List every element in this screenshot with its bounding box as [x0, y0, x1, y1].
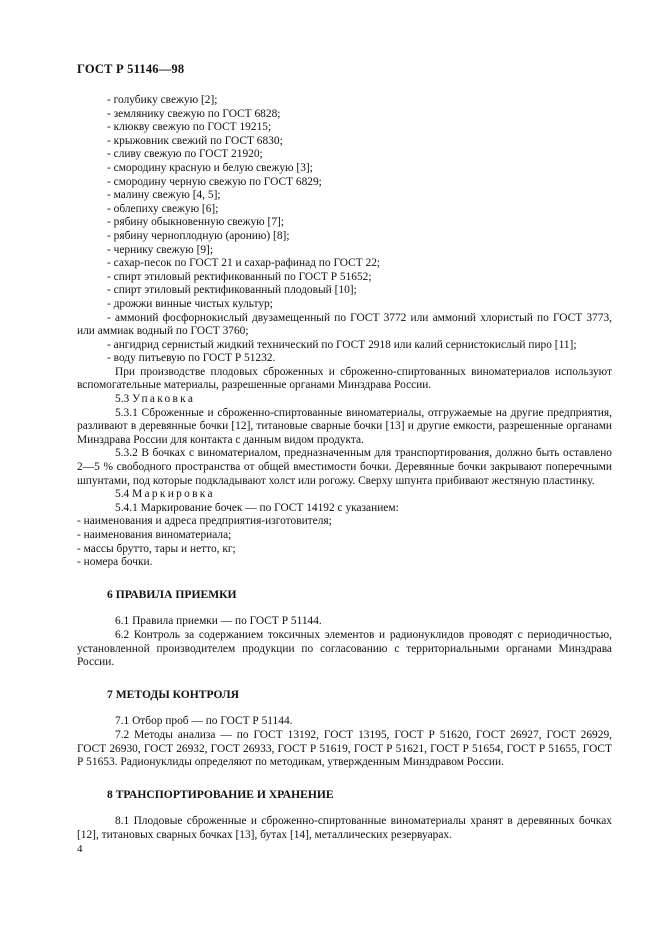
section-title: Упаковка	[132, 393, 196, 406]
list-item: - облепиху свежую [6];	[107, 202, 219, 215]
list-item: - ангидрид сернистый жидкий технический по ГОСТ 2918 или калий сернистокислый пиро [11];	[107, 338, 577, 351]
section-5-4-heading	[77, 488, 612, 502]
list-item: - смородину черную свежую по ГОСТ 6829;	[107, 175, 322, 188]
paragraph-8-1: 8.1 Плодовые сброженные и сброженно-спиртованные виноматериалы хранят в деревянных бочках [12], титановых сварных бочках [13], бутах [14], металлических резервуарах.	[77, 815, 612, 841]
list-item: - клюкву свежую по ГОСТ 19215;	[107, 121, 272, 134]
section-number: 5.3	[115, 393, 130, 406]
list-item: - сливу свежую по ГОСТ 21920;	[107, 148, 263, 161]
section-8-heading: 8 ТРАНСПОРТИРОВАНИЕ И ХРАНЕНИЕ	[107, 787, 334, 801]
list-item: - смородину красную и белую свежую [3];	[107, 161, 313, 174]
section-number: 5.4	[115, 488, 130, 501]
paragraph-7-2: 7.2 Методы анализа — по ГОСТ 13192, ГОСТ 13195, ГОСТ Р 51620, ГОСТ 26927, ГОСТ 26929, ГОСТ 26930, ГОСТ 26932, ГОСТ 26933, ГОСТ Р 51619, ГОСТ Р 51621, ГОСТ Р 51654, ГОСТ Р 51655, ГОСТ Р 51653. Радионуклиды определяют по методикам, утвержденным Минздравом России.	[77, 728, 612, 769]
section-7-heading: 7 МЕТОДЫ КОНТРОЛЯ	[107, 687, 240, 701]
list-item: - спирт этиловый ректификованный по ГОСТ Р 51652;	[107, 270, 372, 283]
list-item: - сахар-песок по ГОСТ 21 и сахар-рафинад по ГОСТ 22;	[107, 257, 381, 270]
paragraph-6-1: 6.1 Правила приемки — по ГОСТ Р 51144.	[115, 615, 322, 628]
list-item: - наименования виноматериала;	[77, 529, 232, 541]
paragraph-5-4-1: 5.4.1 Маркирование бочек — по ГОСТ 14192 с указанием:	[115, 501, 399, 514]
list-item: - воду питьевую по ГОСТ Р 51232.	[107, 352, 276, 365]
list-item: - голубику свежую [2];	[107, 94, 218, 106]
list-item: - дрожжи винные чистых культур;	[107, 297, 273, 310]
list-item: - малину свежую [4, 5];	[107, 189, 221, 202]
list-item: - землянику свежую по ГОСТ 6828;	[107, 107, 281, 120]
list-item: - аммоний фосфорнокислый двузамещенный по ГОСТ 3772 или аммоний хлористый по ГОСТ 3773, или аммиак водный по ГОСТ 3760;	[77, 311, 612, 338]
paragraph-5-3-1: 5.3.1 Сброженные и сброженно-спиртованные виноматериалы, отгружаемые на другие предприятия, разливают в деревянные бочки [12], титановые сварные бочки [13] и другие емкости, разрешенные органами Минздрава России для контакта с данным видом продукта.	[77, 406, 612, 446]
list-item: - крыжовник свежий по ГОСТ 6830;	[107, 134, 283, 147]
page-number: 4	[77, 843, 83, 855]
section-title: Маркировка	[132, 488, 215, 501]
list-item: - рябину обыкновенную свежую [7];	[107, 216, 284, 229]
list-item: - чернику свежую [9];	[107, 243, 214, 256]
list-item: - массы брутто, тары и нетто, кг;	[77, 542, 236, 555]
document-body	[77, 94, 612, 843]
paragraph-5-3-2: 5.3.2 В бочках с виноматериалом, предназначенным для транспортирования, должно быть оставлено 2—5 % свободного пространства от общей вместимости бочки. Деревянные бочки закрывают поперечными шпунтами, под которые подкладывают холст или рогожу. Сверху шпунта прибивают жестяную пластинку.	[77, 447, 612, 487]
section-6-heading: 6 ПРАВИЛА ПРИЕМКИ	[107, 587, 237, 601]
list-item: - номера бочки.	[77, 556, 153, 569]
auxiliary-materials-paragraph: При производстве плодовых сброженных и сброженно-спиртованных виноматериалов используют вспомогательные материалы, разрешенные органами Минздрава России.	[77, 365, 612, 392]
list-item: - наименования и адреса предприятия-изготовителя;	[77, 515, 332, 528]
paragraph-6-2: 6.2 Контроль за содержанием токсичных элементов и радионуклидов проводят с периодичностью, установленной производителем продукции по согласованию с территориальными органами Минздрава России.	[77, 628, 612, 669]
section-5-3-heading	[77, 393, 612, 407]
document-header: ГОСТ Р 51146—98	[77, 62, 185, 76]
list-item: - спирт этиловый ректификованный плодовый [10];	[107, 284, 357, 297]
list-item: - рябину черноплодную (аронию) [8];	[107, 229, 290, 242]
paragraph-7-1: 7.1 Отбор проб — по ГОСТ Р 51144.	[115, 715, 293, 728]
